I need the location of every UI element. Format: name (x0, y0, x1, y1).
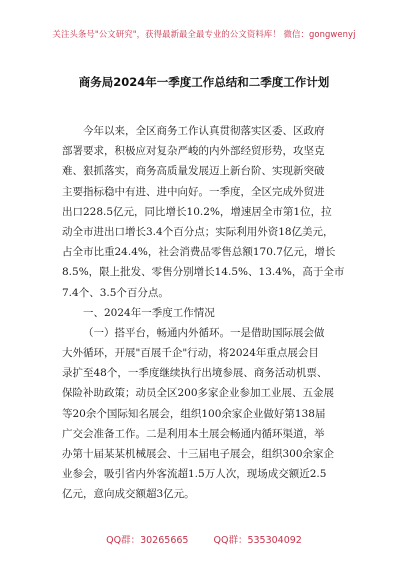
document-title: 商务局2024年一季度工作总结和二季度工作计划 (78, 75, 330, 89)
body-line: 办第十届某某机械展会、十三届电子展会，组织300余家企 (62, 448, 335, 460)
body-line: 今年以来，全区商务工作认真贯彻落实区委、区政府 (83, 125, 325, 137)
header-promo-note: 关注头条号"公文研究"，获得最新最全最专业的公文资料库！ 微信：gongwenyj (52, 29, 356, 39)
body-line: 等20余个国际知名展会，组织100余家企业做好第138届 (62, 407, 326, 420)
section-heading: 一、2024年一季度工作情况 (83, 306, 215, 319)
body-line: 保险补助政策；动员全区200多家企业参加工业展、五金展 (62, 387, 335, 400)
body-line: 主要指标稳中有进、进中向好。一季度，全区完成外贸进 (62, 185, 325, 198)
footer-qq-group-2: QQ群：535304092 (213, 535, 302, 546)
body-line: 动全市进出口增长3.4个百分点；实际利用外资18亿美元， (62, 225, 334, 238)
body-line: 广交会准备工作。二是利用本土展会畅通内循环渠道，举 (62, 427, 325, 440)
footer-contact (0, 532, 408, 546)
document-body (62, 121, 362, 505)
body-line: 占全市比重24.4%，社会消费品零售总额170.7亿元，增长 (62, 246, 336, 259)
body-line: 难、狠抓落实，商务高质量发展迈上新台阶、实现新突破 (62, 165, 325, 178)
body-line: 8.5%，限上批发、零售分别增长14.5%、13.4%，高于全市 (62, 266, 345, 279)
body-line: 部署要求，积极应对复杂严峻的内外部经贸形势，攻坚克 (62, 145, 325, 158)
body-line: 亿元，意向成交额超3亿元。 (62, 488, 195, 501)
body-line: 大外循环，开展"百展千企"行动，将2024年重点展会目 (62, 347, 319, 360)
body-line: （一）搭平台，畅通内外循环。一是借助国际展会做 (83, 326, 325, 339)
body-line: 业参会，吸引省内外客流超1.5万人次，现场成交额近2.5 (62, 468, 327, 481)
body-line: 7.4个、3.5个百分点。 (62, 286, 169, 299)
body-line: 录扩至48个，一季度继续执行出境参展、商务活动机票、 (62, 367, 328, 380)
footer-qq-group-1: QQ群：30265665 (106, 535, 189, 546)
body-line: 出口228.5亿元，同比增长10.2%，增速居全市第1位，拉 (62, 205, 332, 218)
